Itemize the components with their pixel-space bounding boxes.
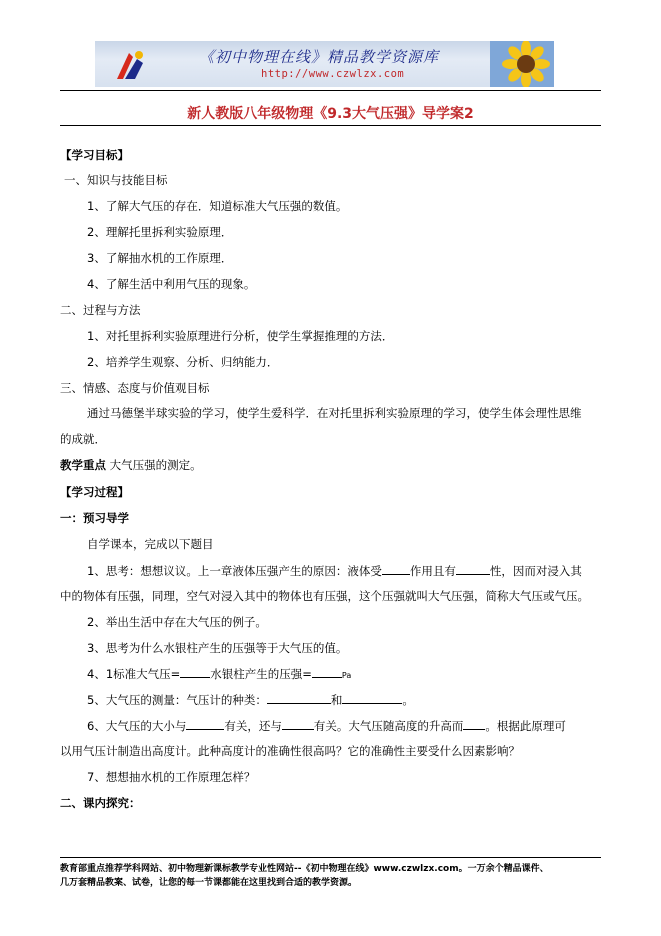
answer-blank[interactable] xyxy=(186,718,224,730)
values-paragraph-line1: 通过马德堡半球实验的学习，使学生爱科学．在对托里拆利实验原理的学习，使学生体会理性思维 xyxy=(87,406,582,420)
question-6-line2: 以用气压计制造出高度计。此种高度计的准确性很高吗？它的准确性主要受什么因素影响？ xyxy=(60,744,520,758)
title-rule xyxy=(60,125,601,126)
question-6 xyxy=(87,718,566,733)
answer-blank[interactable] xyxy=(180,666,210,678)
preview-title: 一：预习导学 xyxy=(60,511,129,525)
answer-blank[interactable] xyxy=(267,692,331,704)
question-2: 2、举出生活中存在大气压的例子。 xyxy=(87,615,267,629)
question-text: 1、思考：想想议议。上一章液体压强产生的原因：液体受 xyxy=(87,564,382,578)
process-item: 2、培养学生观察、分析、归纳能力． xyxy=(87,355,279,369)
process-heading: 【学习过程】 xyxy=(60,485,129,499)
footer-line1: 教育部重点推荐学科网站、初中物理新课标教学专业性网站--《初中物理在线》www.czwlzx.com。一万余个精品课件、 xyxy=(60,864,549,874)
question-text: 4、1标准大气压= xyxy=(87,667,181,681)
inquiry-title: 二、课内探究： xyxy=(60,796,141,810)
key-point-label: 教学重点 xyxy=(60,458,106,472)
key-point xyxy=(60,458,202,472)
question-text: 。 xyxy=(402,693,414,707)
answer-blank[interactable] xyxy=(463,718,485,730)
banner-title: 《初中物理在线》精品教学资源库 xyxy=(199,48,440,66)
answer-blank[interactable] xyxy=(382,563,410,575)
question-text: 作用且有 xyxy=(409,564,456,578)
knowledge-item: 1、了解大气压的存在．知道标准大气压强的数值。 xyxy=(87,199,348,213)
question-3: 3、思考为什么水银柱产生的压强等于大气压的值。 xyxy=(87,641,348,655)
knowledge-item: 3、了解抽水机的工作原理． xyxy=(87,251,233,265)
key-point-text: 大气压强的测定。 xyxy=(109,458,202,472)
unit-label: Pa xyxy=(341,671,352,680)
question-text: 。根据此原理可 xyxy=(485,719,566,733)
question-text: 有关。大气压随高度的升高而 xyxy=(313,719,464,733)
question-4 xyxy=(87,666,351,683)
footer-rule xyxy=(60,857,601,858)
knowledge-item: 2、理解托里拆利实验原理． xyxy=(87,225,233,239)
values-paragraph-line2: 的成就． xyxy=(60,432,106,446)
question-text: 6、大气压的大小与 xyxy=(87,719,187,733)
question-text: 性，因而对浸入其 xyxy=(489,564,582,578)
knowledge-item: 4、了解生活中利用气压的现象。 xyxy=(87,277,256,291)
footer xyxy=(60,862,605,890)
question-text: 5、大气压的测量：气压计的种类： xyxy=(87,693,267,707)
sunflower-icon xyxy=(490,41,554,87)
question-text: 有关，还与 xyxy=(224,719,282,733)
question-text: 和 xyxy=(330,693,343,707)
site-logo-icon xyxy=(113,47,149,83)
header-banner xyxy=(95,41,554,87)
answer-blank[interactable] xyxy=(342,692,402,704)
objectives-heading: 【学习目标】 xyxy=(60,148,129,162)
question-7: 7、想想抽水机的工作原理怎样？ xyxy=(87,770,256,784)
question-1-line2: 中的物体有压强，同理，空气对浸入其中的物体也有压强，这个压强就叫大气压强，简称大气压或气压。 xyxy=(60,589,589,603)
document-title: 新人教版八年级物理《9.3大气压强》导学案2 xyxy=(187,106,474,122)
section-process-title: 二、过程与方法 xyxy=(60,303,141,317)
answer-blank[interactable] xyxy=(312,666,342,678)
banner-url[interactable]: http://www.czwlzx.com xyxy=(261,68,405,80)
answer-blank[interactable] xyxy=(282,718,314,730)
question-5 xyxy=(87,692,414,707)
question-1 xyxy=(87,563,582,578)
section-knowledge-title: 一、知识与技能目标 xyxy=(64,173,168,187)
process-item: 1、对托里拆利实验原理进行分析，使学生掌握推理的方法． xyxy=(87,329,394,343)
question-text: 水银柱产生的压强= xyxy=(210,667,312,681)
answer-blank[interactable] xyxy=(456,563,490,575)
footer-line2: 几万套精品教案、试卷，让您的每一节课都能在这里找到合适的教学资源。 xyxy=(60,878,358,888)
section-values-title: 三、情感、态度与价值观目标 xyxy=(60,381,210,395)
header-rule xyxy=(60,90,601,91)
preview-intro: 自学课本，完成以下题目 xyxy=(87,537,214,551)
